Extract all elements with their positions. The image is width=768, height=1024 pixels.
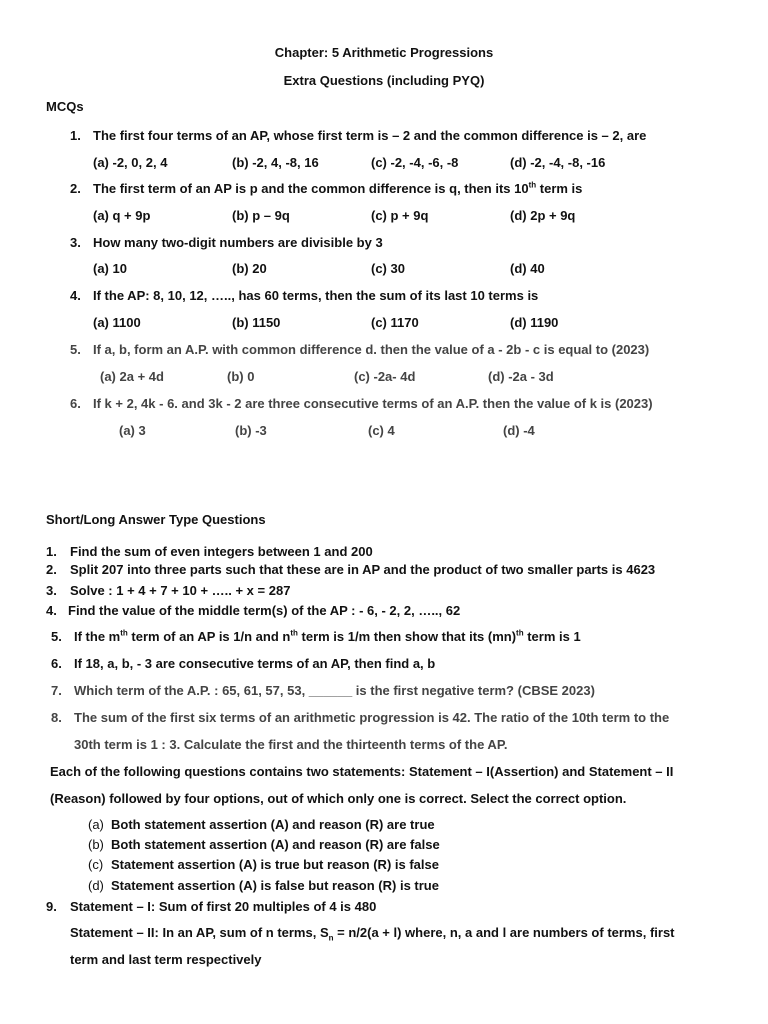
mcq-option: (c) 4 — [368, 423, 395, 438]
page-title: Chapter: 5 Arithmetic Progressions — [274, 45, 494, 60]
question-text: Find the sum of even integers between 1 and 200 — [70, 544, 373, 559]
mcq-question-text: If the AP: 8, 10, 12, ….., has 60 terms, then the sum of its last 10 terms is — [93, 288, 539, 303]
question-number: 6. — [51, 656, 62, 671]
question-number: 1. — [46, 544, 57, 559]
mcq-option: (b) -3 — [235, 423, 267, 438]
mcq-option: (d) 40 — [510, 261, 545, 276]
assertion-instructions: Each of the following questions contains two statements: Statement – I(Assertion) and Statement – II — [50, 764, 674, 779]
mcq-option: (d) -2, -4, -8, -16 — [510, 155, 606, 170]
mcq-option: (c) 30 — [371, 261, 405, 276]
option-label: (c) — [88, 857, 104, 872]
question-number: 7. — [51, 683, 62, 698]
question-number: 4. — [46, 603, 57, 618]
mcq-option: (c) p + 9q — [371, 208, 429, 223]
mcq-option: (a) 1100 — [93, 315, 141, 330]
mcq-option: (d) 1190 — [510, 315, 559, 330]
mcq-option: (a) 3 — [119, 423, 146, 438]
mcq-question-number: 2. — [70, 181, 81, 196]
option-label: (d) — [88, 878, 104, 893]
question-number: 9. — [46, 899, 57, 914]
assertion-instructions: (Reason) followed by four options, out of which only one is correct. Select the correct option. — [50, 791, 627, 806]
option-text: Statement assertion (A) is true but reason (R) is false — [111, 857, 439, 872]
mcq-option: (c) -2a- 4d — [354, 369, 416, 384]
question-number: 2. — [46, 562, 57, 577]
question-text: Solve : 1 + 4 + 7 + 10 + ….. + x = 287 — [70, 583, 291, 598]
mcq-question-text: The first four terms of an AP, whose first term is – 2 and the common difference is – 2, are — [93, 128, 647, 143]
mcq-question-number: 3. — [70, 235, 81, 250]
mcq-option: (b) 20 — [232, 261, 267, 276]
mcq-option: (d) -4 — [503, 423, 535, 438]
mcq-question-text: If k + 2, 4k - 6. and 3k - 2 are three consecutive terms of an A.P. then the value of k is (2023) — [93, 396, 653, 411]
option-text: Both statement assertion (A) and reason (R) are false — [111, 837, 440, 852]
option-text: Statement assertion (A) is false but reason (R) is true — [111, 878, 439, 893]
mcq-question-text: How many two-digit numbers are divisible by 3 — [93, 235, 383, 250]
mcq-option: (b) p – 9q — [232, 208, 290, 223]
question-number: 8. — [51, 710, 62, 725]
mcq-question-text: The first term of an AP is p and the common difference is q, then its 10th term is — [93, 180, 583, 196]
question-text: The sum of the first six terms of an arithmetic progression is 42. The ratio of the 10th term to the — [74, 710, 670, 725]
page-subtitle: Extra Questions (including PYQ) — [283, 73, 485, 88]
mcq-option: (c) 1170 — [371, 315, 419, 330]
mcq-option: (d) 2p + 9q — [510, 208, 576, 223]
mcq-heading: MCQs — [46, 99, 84, 114]
mcq-option: (a) 10 — [93, 261, 127, 276]
mcq-option: (b) -2, 4, -8, 16 — [232, 155, 319, 170]
mcq-option: (d) -2a - 3d — [488, 369, 554, 384]
mcq-question-number: 1. — [70, 128, 81, 143]
mcq-option: (a) q + 9p — [93, 208, 151, 223]
option-label: (b) — [88, 837, 104, 852]
mcq-question-number: 5. — [70, 342, 81, 357]
question-text: 30th term is 1 : 3. Calculate the first and the thirteenth terms of the AP. — [74, 737, 508, 752]
mcq-question-number: 4. — [70, 288, 81, 303]
mcq-option: (b) 1150 — [232, 315, 281, 330]
question-number: 3. — [46, 583, 57, 598]
question-text: If the $m^{th}$ term of an AP is 1/n and $n^{th}$ term is 1/m then show that its (mn)$^{th}$ term is 1 — [74, 628, 581, 644]
option-text: Both statement assertion (A) and reason (R) are true — [111, 817, 435, 832]
question-text: Statement – I: Sum of first 20 multiples of 4 is 480 — [70, 899, 377, 914]
mcq-option: (c) -2, -4, -6, -8 — [371, 155, 459, 170]
mcq-question-number: 6. — [70, 396, 81, 411]
mcq-option: (a) 2a + 4d — [100, 369, 164, 384]
question-text: Find the value of the middle term(s) of the AP : - 6, - 2, 2, ….., 62 — [68, 603, 461, 618]
question-number: 5. — [51, 629, 62, 644]
question-text: Split 207 into three parts such that these are in AP and the product of two smaller parts is 4623 — [70, 562, 656, 577]
section-heading: Short/Long Answer Type Questions — [46, 512, 266, 527]
question-text: If 18, a, b, - 3 are consecutive terms of an AP, then find a, b — [74, 656, 436, 671]
mcq-option: (b) 0 — [227, 369, 255, 384]
mcq-question-text: If a, b, form an A.P. with common difference d. then the value of a - 2b - c is equal to (2023) — [93, 342, 650, 357]
question-text: Statement – II: In an AP, sum of n terms, $S_n = n/2(a + l)$ where, n, a and l are numbers of terms, first — [70, 925, 675, 943]
mcq-option: (a) -2, 0, 2, 4 — [93, 155, 168, 170]
question-text: term and last term respectively — [70, 952, 262, 967]
question-text: Which term of the A.P. : 65, 61, 57, 53, ______ is the first negative term? (CBSE 2023) — [74, 683, 595, 698]
option-label: (a) — [88, 817, 104, 832]
